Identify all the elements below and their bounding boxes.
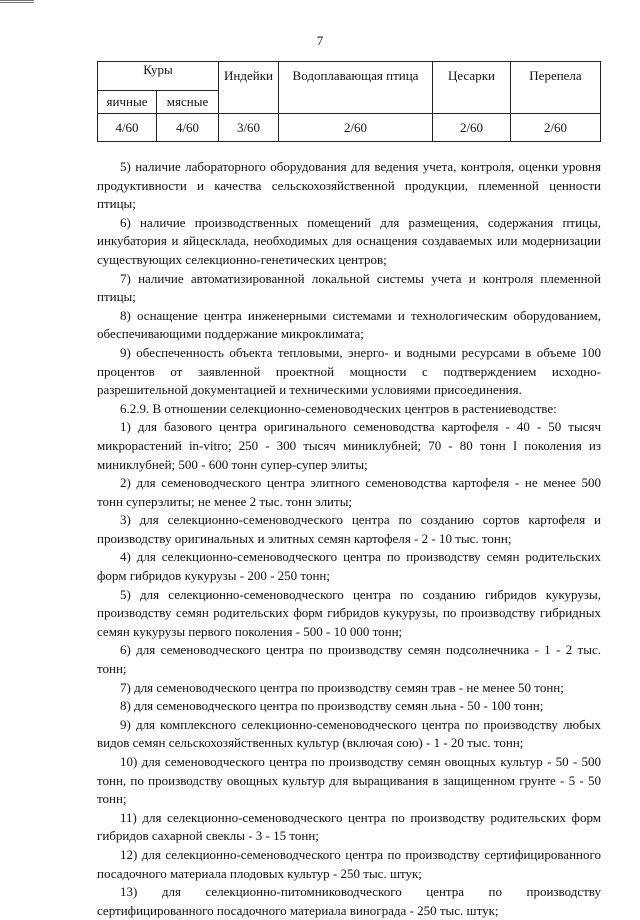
header-layers: яичные — [98, 91, 157, 114]
paragraph: 13) для селекционно-питомниководческого центра по производству сертифицированного посадочного материала винограда - 250 тыс. штук; — [97, 884, 601, 918]
paragraph: 3) для селекционно-семеноводческого центра по созданию сортов картофеля и производству оригинальных и элитных семян картофеля - 2 - 10 тыс. тонн; — [97, 512, 601, 546]
value-broilers: 4/60 — [157, 114, 219, 142]
header-quail: Перепела — [511, 62, 601, 114]
header-broilers: мясные — [157, 91, 219, 114]
section-heading: 6.2.9. В отношении селекционно-семеноводческих центров в растениеводстве: — [120, 400, 557, 416]
paragraph: 7) наличие автоматизированной локальной системы учета и контроля племенной птицы; — [97, 270, 601, 305]
paragraph: 9) для комплексного селекционно-семеноводческого центра по производству любых видов семян сельскохозяйственных культур (включая сою) - 1 - 20 тыс. тонн; — [97, 716, 601, 751]
header-chickens: Куры — [98, 62, 219, 91]
paragraph: 7) для семеноводческого центра по производству семян трав - не менее 50 тонн; — [120, 679, 564, 695]
paragraph: 12) для селекционно-семеноводческого центра по производству сертифицированного посадочного материала плодовых культур - 250 тыс. штук; — [97, 846, 601, 881]
value-layers: 4/60 — [98, 114, 157, 142]
header-turkeys: Индейки — [219, 62, 279, 114]
paragraph: 11) для селекционно-семеноводческого центра по производству родительских форм гибридов сахарной свеклы - 3 - 15 тонн; — [97, 809, 601, 844]
table-row — [98, 114, 601, 142]
paragraph: 2) для семеноводческого центра элитного семеноводства картофеля - не менее 500 тонн суперэлиты; не менее 2 тыс. тонн элиты; — [97, 475, 601, 509]
paragraph: 1) для базового центра оригинального семеноводства картофеля - 40 - 50 тысяч микрорастений in-vitro; 250 - 300 тысяч миниклубней; 70 - 80 тонн I поколения из миниклубней; 500 - 600 тонн супер-супер элиты; — [97, 419, 601, 472]
page-number: 7 — [316, 33, 324, 48]
paragraph: 10) для семеноводческого центра по производству семян овощных культур - 50 - 500 тонн, по производству овощных культур для выращивания в защищенном грунте - 5 - 50 тонн; — [97, 754, 601, 807]
value-guinea-fowl: 2/60 — [433, 114, 511, 142]
value-waterfowl: 2/60 — [279, 114, 433, 142]
value-quail: 2/60 — [511, 114, 601, 142]
poultry-table — [97, 61, 601, 142]
header-waterfowl: Водоплавающая птица — [279, 62, 433, 114]
paragraph: 4) для селекционно-семеноводческого центра по производству семян родительских форм гибридов кукурузы - 200 - 250 тонн; — [97, 549, 601, 584]
header-guinea-fowl: Цесарки — [433, 62, 511, 114]
value-turkeys: 3/60 — [219, 114, 279, 142]
paragraph: 5) наличие лабораторного оборудования для ведения учета, контроля, оценки уровня продуктивности и качества сельскохозяйственной продукции, племенной ценности птицы; — [97, 159, 601, 212]
paragraph: 8) для семеноводческого центра по производству семян льна - 50 - 100 тонн; — [120, 698, 544, 714]
table-header-row — [98, 62, 601, 91]
scan-edge-mark — [0, 0, 34, 3]
paragraph: 6) наличие производственных помещений для размещения, содержания птицы, инкубатория и яйцесклада, необходимых для оснащения создаваемых или модернизации существующих селекционно-генетических центров; — [97, 214, 601, 267]
document-body — [97, 158, 601, 920]
paragraph: 9) обеспеченность объекта тепловыми, энерго- и водными ресурсами в объеме 100 процентов от заявленной проектной мощности с подтверждением исходно-разрешительной документацией и техническими условиями присоединения. — [97, 344, 601, 398]
paragraph: 6) для семеноводческого центра по производству семян подсолнечника - 1 - 2 тыс. тонн; — [97, 642, 601, 677]
paragraph: 5) для селекционно-семеноводческого центра по созданию гибридов кукурузы, производству семян родительских форм гибридов кукурузы, по производству гибридных семян кукурузы первого поколения - 500 - 10 000 тонн; — [97, 586, 601, 639]
paragraph: 8) оснащение центра инженерными системами и технологическим оборудованием, обеспечивающими поддержание микроклимата; — [97, 307, 601, 342]
